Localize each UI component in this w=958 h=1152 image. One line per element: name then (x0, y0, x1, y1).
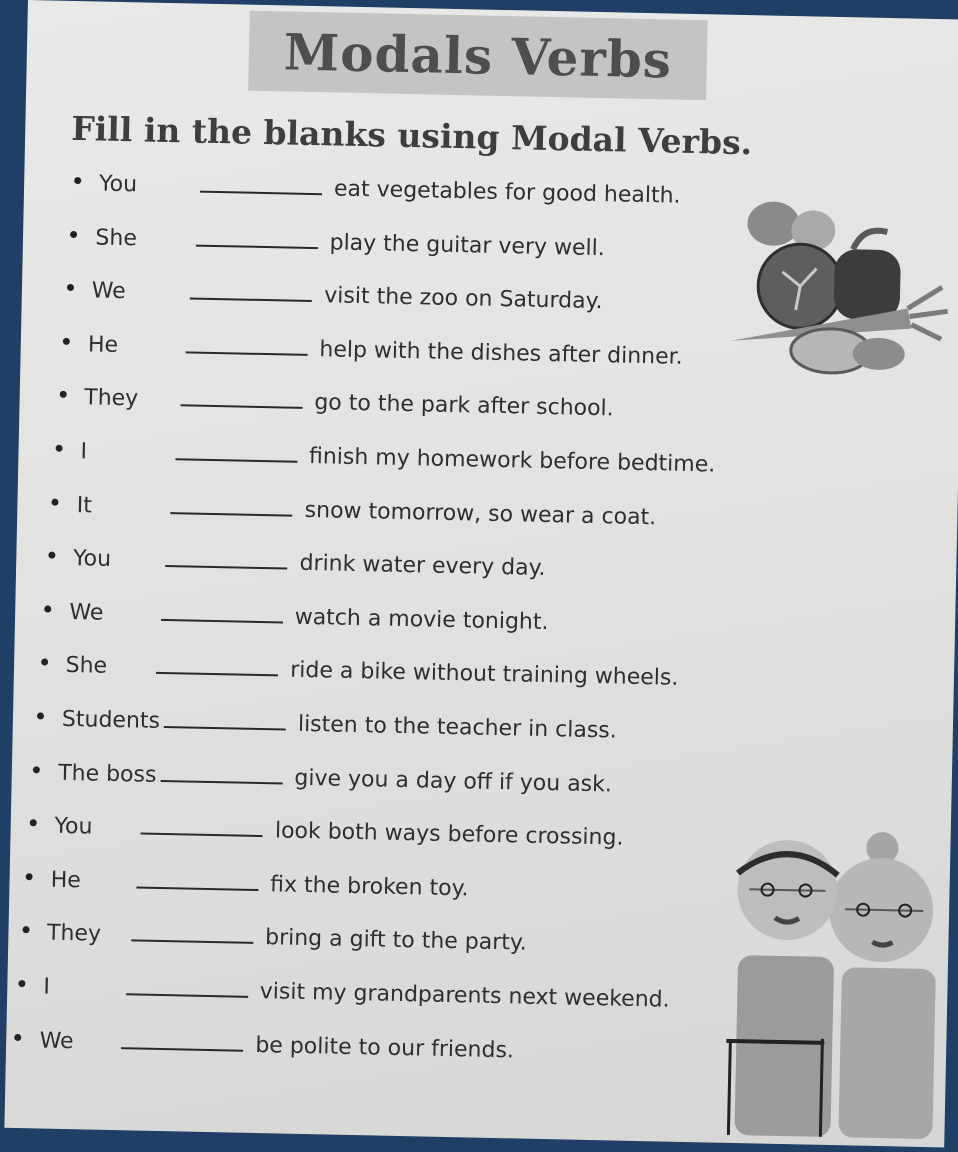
sentence-item (74, 171, 681, 209)
answer-blank[interactable] (185, 350, 307, 356)
sentence-item (48, 546, 546, 581)
bullet-icon (33, 766, 40, 773)
sentence-rest: ride a bike without training wheels. (289, 658, 679, 692)
sentence-item (44, 599, 549, 635)
answer-blank[interactable] (171, 511, 293, 517)
sentence-item (22, 920, 527, 956)
sentence-item (63, 332, 683, 370)
sentence-item (29, 813, 623, 850)
sentence-subject: He (87, 332, 119, 358)
sentence-subject: You (98, 171, 138, 198)
sentence-subject: You (54, 813, 93, 840)
sentence-item (33, 760, 612, 797)
sentence-rest: play the guitar very well. (329, 229, 606, 261)
sentence-item (18, 974, 670, 1013)
sentence-item (52, 492, 657, 530)
answer-blank[interactable] (141, 832, 263, 838)
bullet-icon (26, 873, 33, 880)
answer-blank[interactable] (136, 885, 258, 891)
page-title: Modals Verbs (283, 21, 673, 89)
grandparents-illustration (704, 814, 951, 1147)
sentence-rest: visit the zoo on Saturday. (323, 283, 603, 315)
answer-blank[interactable] (156, 671, 278, 677)
sentence-subject: They (84, 385, 139, 412)
sentence-rest: give you a day off if you ask. (294, 765, 613, 797)
answer-blank[interactable] (160, 779, 282, 785)
sentence-subject: They (46, 920, 102, 948)
sentence-subject: I (80, 439, 88, 465)
bullet-icon (29, 819, 36, 826)
answer-blank[interactable] (190, 297, 312, 303)
sentence-subject: The boss (57, 760, 157, 788)
sentence-subject: You (72, 546, 112, 573)
vegetables-illustration (710, 192, 954, 377)
sentence-subject: I (43, 974, 51, 1000)
bullet-icon (15, 1034, 22, 1041)
sentence-item (37, 706, 617, 743)
bullet-icon (48, 552, 55, 559)
worksheet-page (4, 0, 958, 1147)
sentence-item (55, 439, 715, 478)
bullet-icon (22, 926, 29, 933)
sentence-rest: fix the broken toy. (269, 872, 469, 902)
sentence-subject: We (69, 599, 104, 626)
sentence-rest: help with the dishes after dinner. (319, 336, 683, 370)
bullet-icon (59, 391, 66, 398)
bullet-icon (56, 445, 63, 452)
sentence-rest: drink water every day. (299, 551, 546, 582)
sentence-item (14, 1028, 514, 1063)
bullet-icon (67, 284, 74, 291)
sentence-subject: She (65, 653, 108, 680)
sentence-item (66, 278, 602, 314)
bullet-icon (63, 338, 70, 345)
bullet-icon (70, 231, 77, 238)
sentence-subject: It (76, 492, 93, 519)
sentence-rest: bring a gift to the party. (264, 925, 528, 957)
answer-blank[interactable] (175, 457, 297, 463)
instruction-heading: Fill in the blanks using Modal Verbs. (70, 108, 753, 163)
answer-blank[interactable] (126, 992, 248, 998)
sentence-subject: He (50, 867, 82, 894)
answer-blank[interactable] (165, 564, 287, 570)
sentence-item (40, 653, 678, 691)
sentence-rest: eat vegetables for good health. (333, 176, 681, 209)
sentence-rest: go to the park after school. (314, 390, 614, 422)
sentence-rest: snow tomorrow, so wear a coat. (304, 497, 657, 530)
bullet-icon (18, 980, 25, 987)
sentence-rest: finish my homework before bedtime. (308, 443, 716, 478)
answer-blank[interactable] (196, 243, 318, 249)
answer-blank[interactable] (180, 404, 302, 410)
sentence-rest: look both ways before crossing. (274, 818, 624, 851)
bullet-icon (74, 177, 81, 184)
answer-blank[interactable] (161, 618, 283, 624)
sentence-rest: visit my grandparents next weekend. (259, 979, 670, 1013)
bullet-icon (37, 712, 44, 719)
sentence-item (26, 867, 469, 901)
bullet-icon (44, 605, 51, 612)
sentence-rest: watch a movie tonight. (294, 604, 549, 635)
sentence-item (70, 225, 605, 261)
answer-blank[interactable] (121, 1046, 243, 1052)
sentence-subject: Students (61, 706, 161, 734)
sentence-subject: She (95, 225, 138, 251)
title-banner (248, 11, 708, 101)
bullet-icon (52, 498, 59, 505)
sentence-subject: We (91, 278, 126, 305)
sentence-rest: be polite to our friends. (255, 1032, 515, 1063)
answer-blank[interactable] (164, 725, 286, 731)
sentence-item (59, 385, 614, 422)
answer-blank[interactable] (200, 190, 322, 196)
bullet-icon (41, 659, 48, 666)
sentence-subject: We (39, 1028, 74, 1054)
answer-blank[interactable] (131, 939, 253, 945)
sentence-rest: listen to the teacher in class. (297, 711, 618, 744)
